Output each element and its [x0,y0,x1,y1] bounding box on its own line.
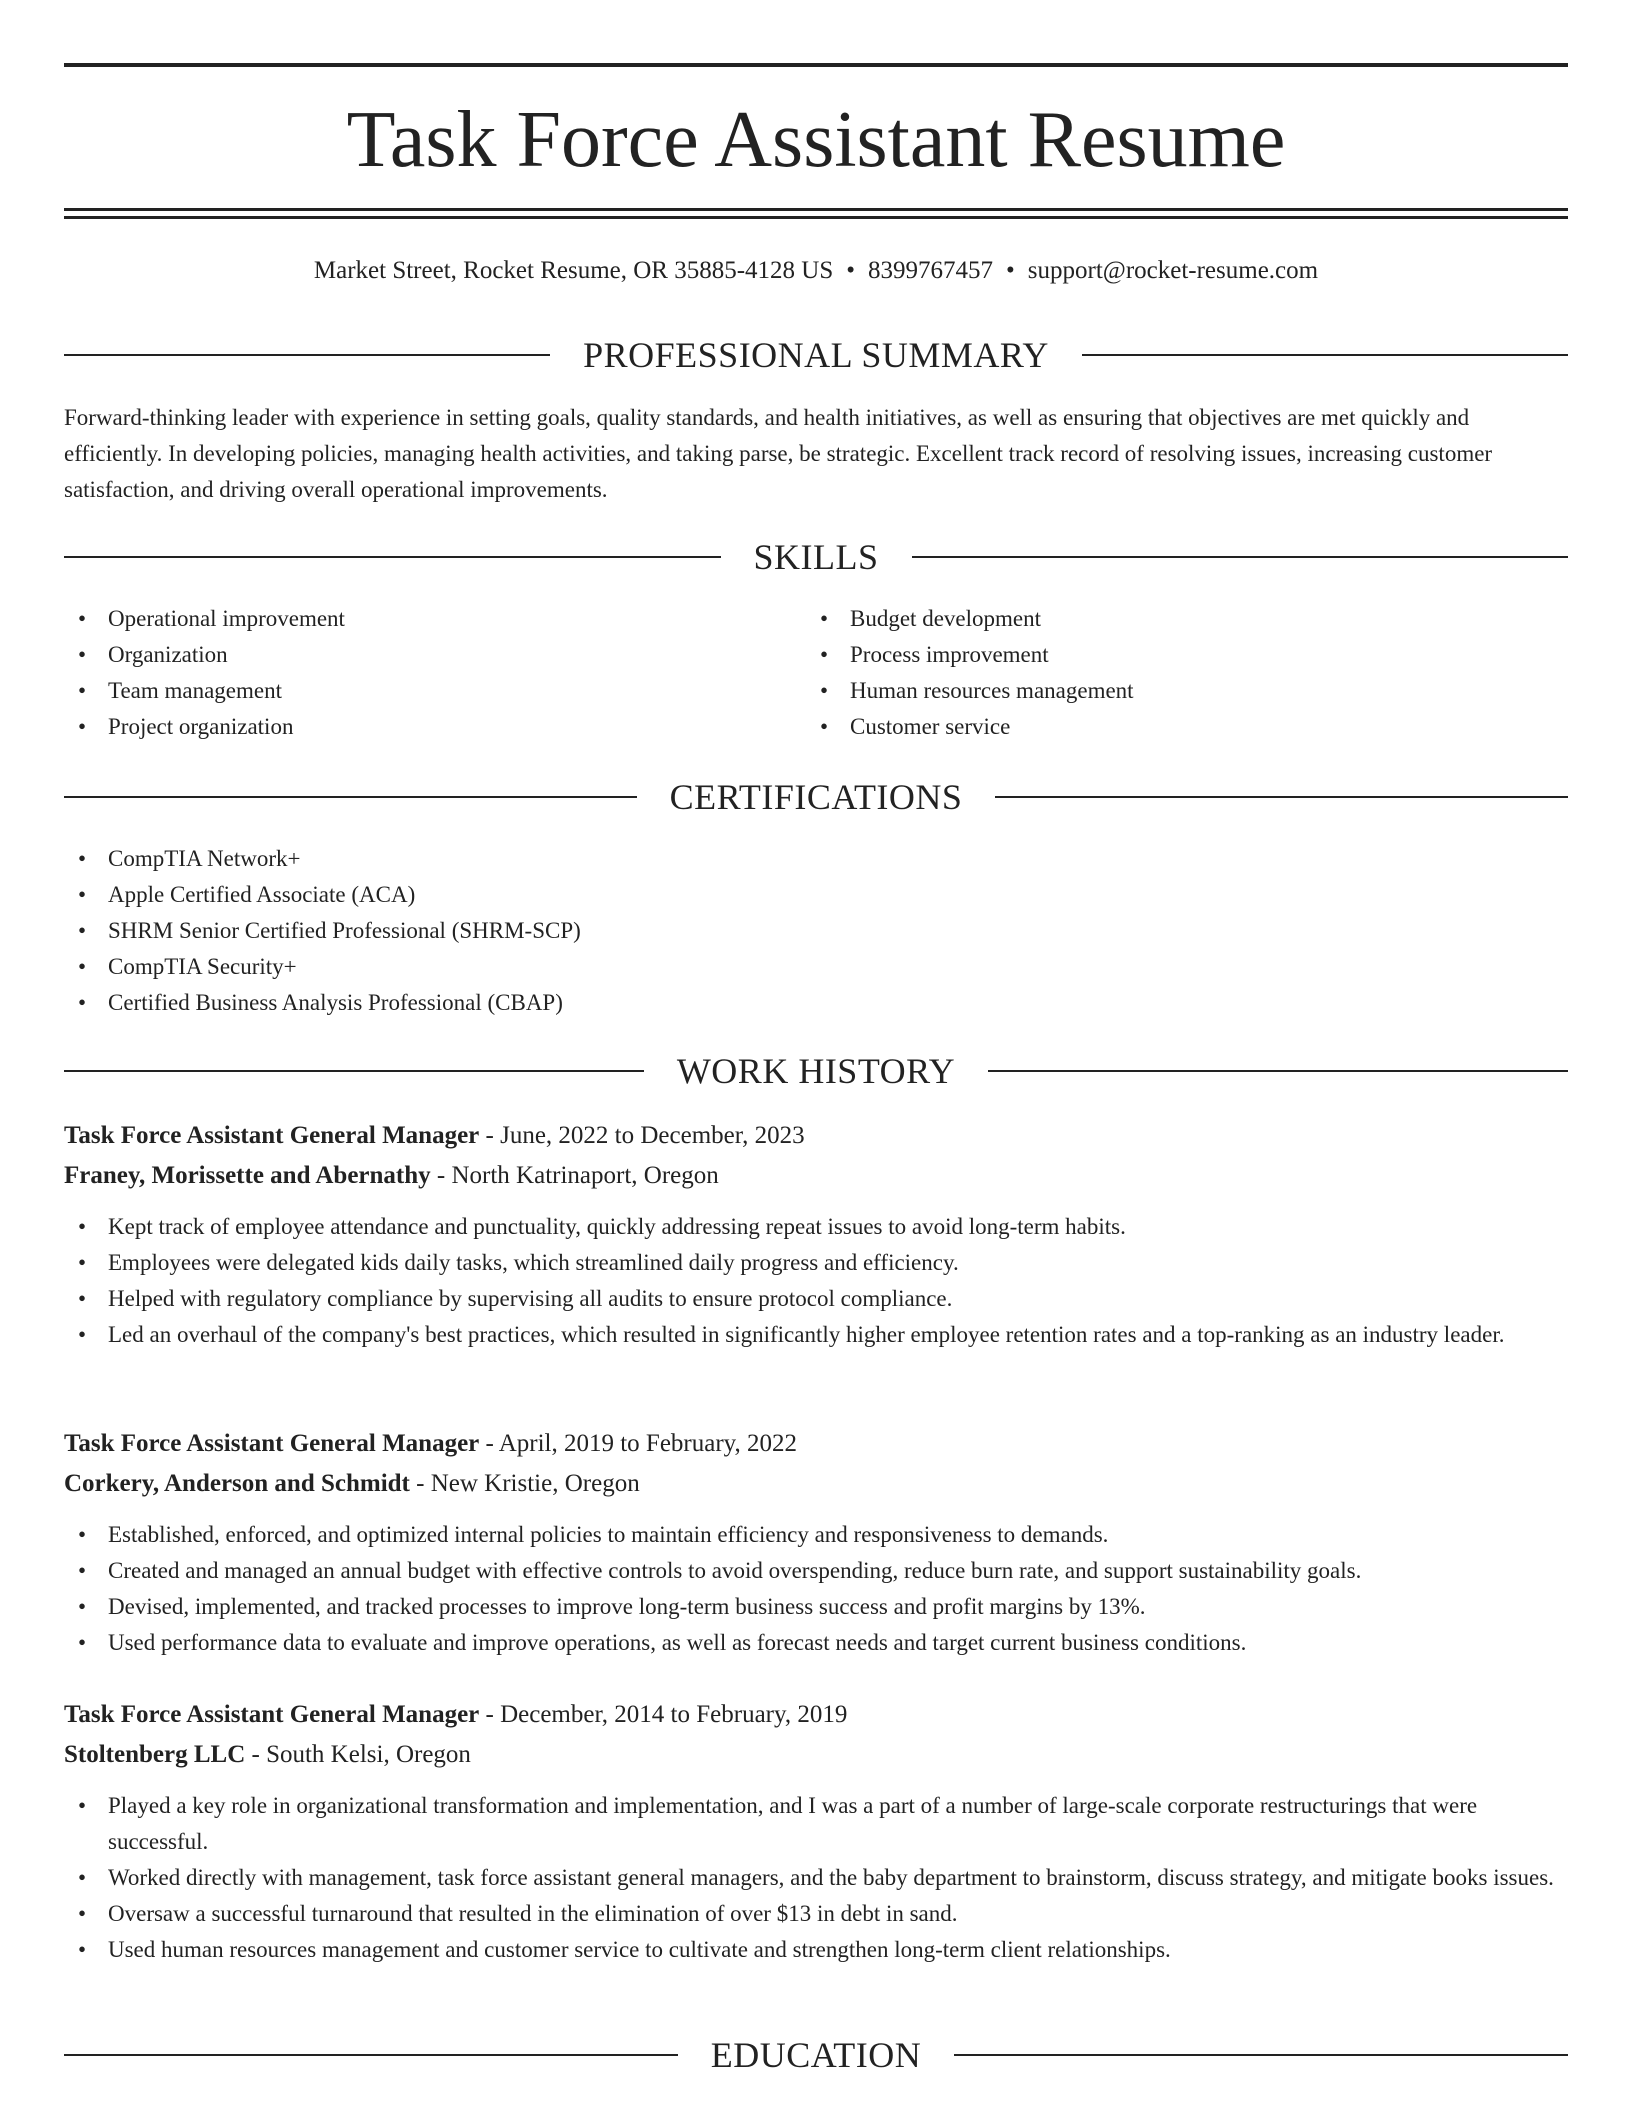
section-heading-work-history [64,1049,1568,1093]
heading-rule [988,1070,1568,1072]
job-bullets [64,1517,1568,1661]
job-title-line [64,1424,1568,1464]
job-bullet: • Helped with regulatory compliance by supervising all audits to ensure protocol compliance. [64,1281,1568,1317]
job-title-line [64,1695,1568,1735]
contact-separator: • [846,257,856,284]
job-title-line [64,1116,1568,1156]
section-title: EDUCATION [710,2035,922,2075]
heading-rule [64,796,637,798]
section-heading-education [64,2033,1568,2077]
certification-item: • CompTIA Network+ [64,841,1568,877]
skill-item: • Customer service [806,709,1546,745]
skill-item: • Team management [64,673,804,709]
job-location: - New Kristie, Oregon [409,1470,640,1497]
certifications-list [64,841,1568,1021]
job-bullets [64,1209,1568,1353]
heading-rule [995,796,1568,798]
certification-item: • CompTIA Security+ [64,949,1568,985]
skills-list-right [806,601,1546,745]
skill-item: • Process improvement [806,637,1546,673]
job-location: - North Katrinaport, Oregon [430,1162,719,1189]
contact-email: support@rocket-resume.com [1027,257,1319,284]
skill-item: • Organization [64,637,804,673]
skill-item: • Operational improvement [64,601,804,637]
job-bullet: • Kept track of employee attendance and punctuality, quickly addressing repeat issues to avoid long-term habits. [64,1209,1568,1245]
section-title: SKILLS [753,537,879,577]
header-double-rule-upper [64,208,1568,211]
job-dates: - April, 2019 to February, 2022 [479,1430,798,1457]
job-company-line [64,1156,1568,1196]
resume-title: Task Force Assistant Resume [346,96,1286,184]
heading-rule [912,556,1569,558]
skill-item: • Human resources management [806,673,1546,709]
section-title: WORK HISTORY [676,1051,956,1091]
job-company: Franey, Morissette and Abernathy [64,1162,431,1189]
job-company-line [64,1735,1568,1775]
job-bullet: • Established, enforced, and optimized internal policies to maintain efficiency and responsiveness to demands. [64,1517,1568,1553]
heading-rule [1082,354,1568,356]
job-company-line [64,1464,1568,1504]
section-title: CERTIFICATIONS [669,777,963,817]
section-title: PROFESSIONAL SUMMARY [583,335,1049,375]
job-bullet: • Employees were delegated kids daily tasks, which streamlined daily progress and efficiency. [64,1245,1568,1281]
job-bullet: • Played a key role in organizational transformation and implementation, and I was a part of a number of large-scale corporate restructurings that were successful. [64,1788,1568,1860]
heading-rule [64,556,721,558]
job-bullet: • Oversaw a successful turnaround that resulted in the elimination of over $13 in debt in sand. [64,1896,1568,1932]
skill-item: • Budget development [806,601,1546,637]
contact-separator: • [1006,257,1015,284]
job-bullet: • Worked directly with management, task force assistant general managers, and the baby department to brainstorm, discuss strategy, and mitigate books issues. [64,1860,1568,1896]
job-location: - South Kelsi, Oregon [245,1741,471,1768]
header-double-rule-lower [64,216,1568,219]
certification-item: • Apple Certified Associate (ACA) [64,877,1568,913]
job-dates: - June, 2022 to December, 2023 [479,1122,805,1149]
job-company: Stoltenberg LLC [64,1741,246,1768]
job-title: Task Force Assistant General Manager [64,1430,480,1457]
certification-item: • SHRM Senior Certified Professional (SHRM-SCP) [64,913,1568,949]
heading-rule [64,1070,644,1072]
section-heading-summary [64,333,1568,377]
job-title: Task Force Assistant General Manager [64,1122,480,1149]
job-bullet: • Created and managed an annual budget with effective controls to avoid overspending, reduce burn rate, and support sustainability goals. [64,1553,1568,1589]
certification-item: • Certified Business Analysis Professional (CBAP) [64,985,1568,1021]
job-title: Task Force Assistant General Manager [64,1701,480,1728]
job-bullet: • Led an overhaul of the company's best practices, which resulted in significantly higher employee retention rates and a top-ranking as an industry leader. [64,1317,1568,1353]
contact-line [64,254,1568,288]
skill-item: • Project organization [64,709,804,745]
job-bullet: • Used performance data to evaluate and improve operations, as well as forecast needs and target current business conditions. [64,1625,1568,1661]
heading-rule [954,2054,1568,2056]
job-bullets [64,1788,1568,1968]
heading-rule [64,2054,678,2056]
skills-list-left [64,601,804,745]
section-heading-skills [64,535,1568,579]
job-bullet: • Devised, implemented, and tracked processes to improve long-term business success and profit margins by 13%. [64,1589,1568,1625]
header-top-rule [64,63,1568,67]
job-dates: - December, 2014 to February, 2019 [479,1701,848,1728]
summary-text: Forward-thinking leader with experience in setting goals, quality standards, and health initiatives, as well as ensuring that objectives are met quickly and efficiently. In developing policies, managing health activities, and taking parse, be strategic. Excellent track record of resolving issues, increasing customer satisfaction, and driving overall operational improvements. [64,405,1493,502]
job-company: Corkery, Anderson and Schmidt [64,1470,410,1497]
contact-phone: 8399767457 [868,257,994,284]
job-bullet: • Used human resources management and customer service to cultivate and strengthen long-term client relationships. [64,1932,1568,1968]
contact-address: Market Street, Rocket Resume, OR 35885-4128 US [313,257,834,284]
section-heading-certifications [64,775,1568,819]
heading-rule [64,354,550,356]
